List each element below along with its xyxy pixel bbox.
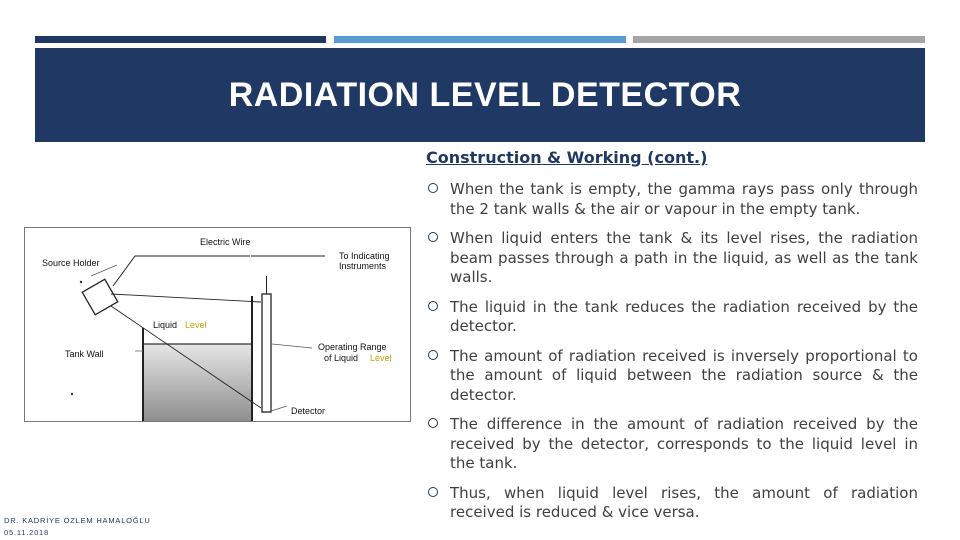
bullet-text: The liquid in the tank reduces the radiation received by the detector.: [450, 297, 918, 335]
leader-detector: [271, 406, 287, 411]
bullet-text: When the tank is empty, the gamma rays pass only through the 2 tank walls & the air or vapour in the empty tank.: [450, 180, 918, 218]
bullet-item: [426, 347, 918, 406]
bullet-text: When liquid enters the tank & its level rises, the radiation beam passes through a path in the liquid, as well as the tank walls.: [450, 229, 918, 286]
level-detector-diagram: [24, 227, 411, 422]
beam-upper: [111, 294, 261, 302]
slide-title: RADIATION LEVEL DETECTOR: [228, 75, 742, 114]
diagram-svg: [25, 228, 410, 421]
label-electric-wire: Electric Wire: [200, 237, 251, 247]
label-tank-wall: Tank Wall: [65, 349, 104, 359]
label-level: Level: [185, 320, 207, 330]
bullet-item: [426, 415, 918, 474]
label-detector: Detector: [291, 406, 326, 416]
footer: [4, 515, 151, 539]
electric-wire: [113, 256, 250, 286]
tank-liquid: [143, 344, 252, 421]
bullet-list: [426, 180, 918, 533]
title-band: [35, 48, 925, 142]
leader-operating-range: [272, 344, 312, 348]
label-instruments: Instruments: [339, 261, 387, 271]
bullet-item: [426, 229, 918, 288]
label-liquid: Liquid: [153, 320, 178, 330]
circle-bullet-icon: [428, 301, 438, 311]
label-of-liquid: of Liquid: [324, 353, 359, 363]
circle-bullet-icon: [428, 350, 438, 360]
label-operating-range: Operating Range: [318, 342, 387, 352]
circle-bullet-icon: [428, 183, 438, 193]
label-source-holder: Source Holder: [42, 258, 100, 268]
bullet-text: The difference in the amount of radiation received by the received by the detector, corresponds to the liquid level in the tank.: [450, 415, 918, 472]
circle-bullet-icon: [428, 487, 438, 497]
accent-bar-blue: [334, 36, 626, 43]
label-to-indicating: To Indicating: [339, 251, 390, 261]
bullet-text: The amount of radiation received is inversely proportional to the amount of liquid between the radiation source & the detector.: [450, 346, 918, 404]
diagram-dot: [71, 393, 73, 395]
accent-bar-gray: [633, 36, 925, 43]
bullet-item: [426, 484, 918, 523]
detector-tube: [262, 294, 271, 412]
section-subtitle: Construction & Working (cont.): [426, 148, 708, 167]
bullet-item: [426, 298, 918, 337]
accent-bar-navy: [35, 36, 326, 43]
circle-bullet-icon: [428, 418, 438, 428]
label-level-2: Level: [370, 353, 392, 363]
diagram-dot: [80, 281, 82, 283]
bullet-text: Thus, when liquid level rises, the amount of radiation received is reduced & vice versa.: [450, 483, 918, 521]
footer-author: DR. KADRİYE ÖZLEM HAMALOĞLU: [4, 516, 151, 525]
circle-bullet-icon: [428, 232, 438, 242]
source-holder-box: [82, 279, 118, 315]
bullet-item: [426, 180, 918, 219]
footer-date: 05.11.2018: [4, 528, 49, 537]
